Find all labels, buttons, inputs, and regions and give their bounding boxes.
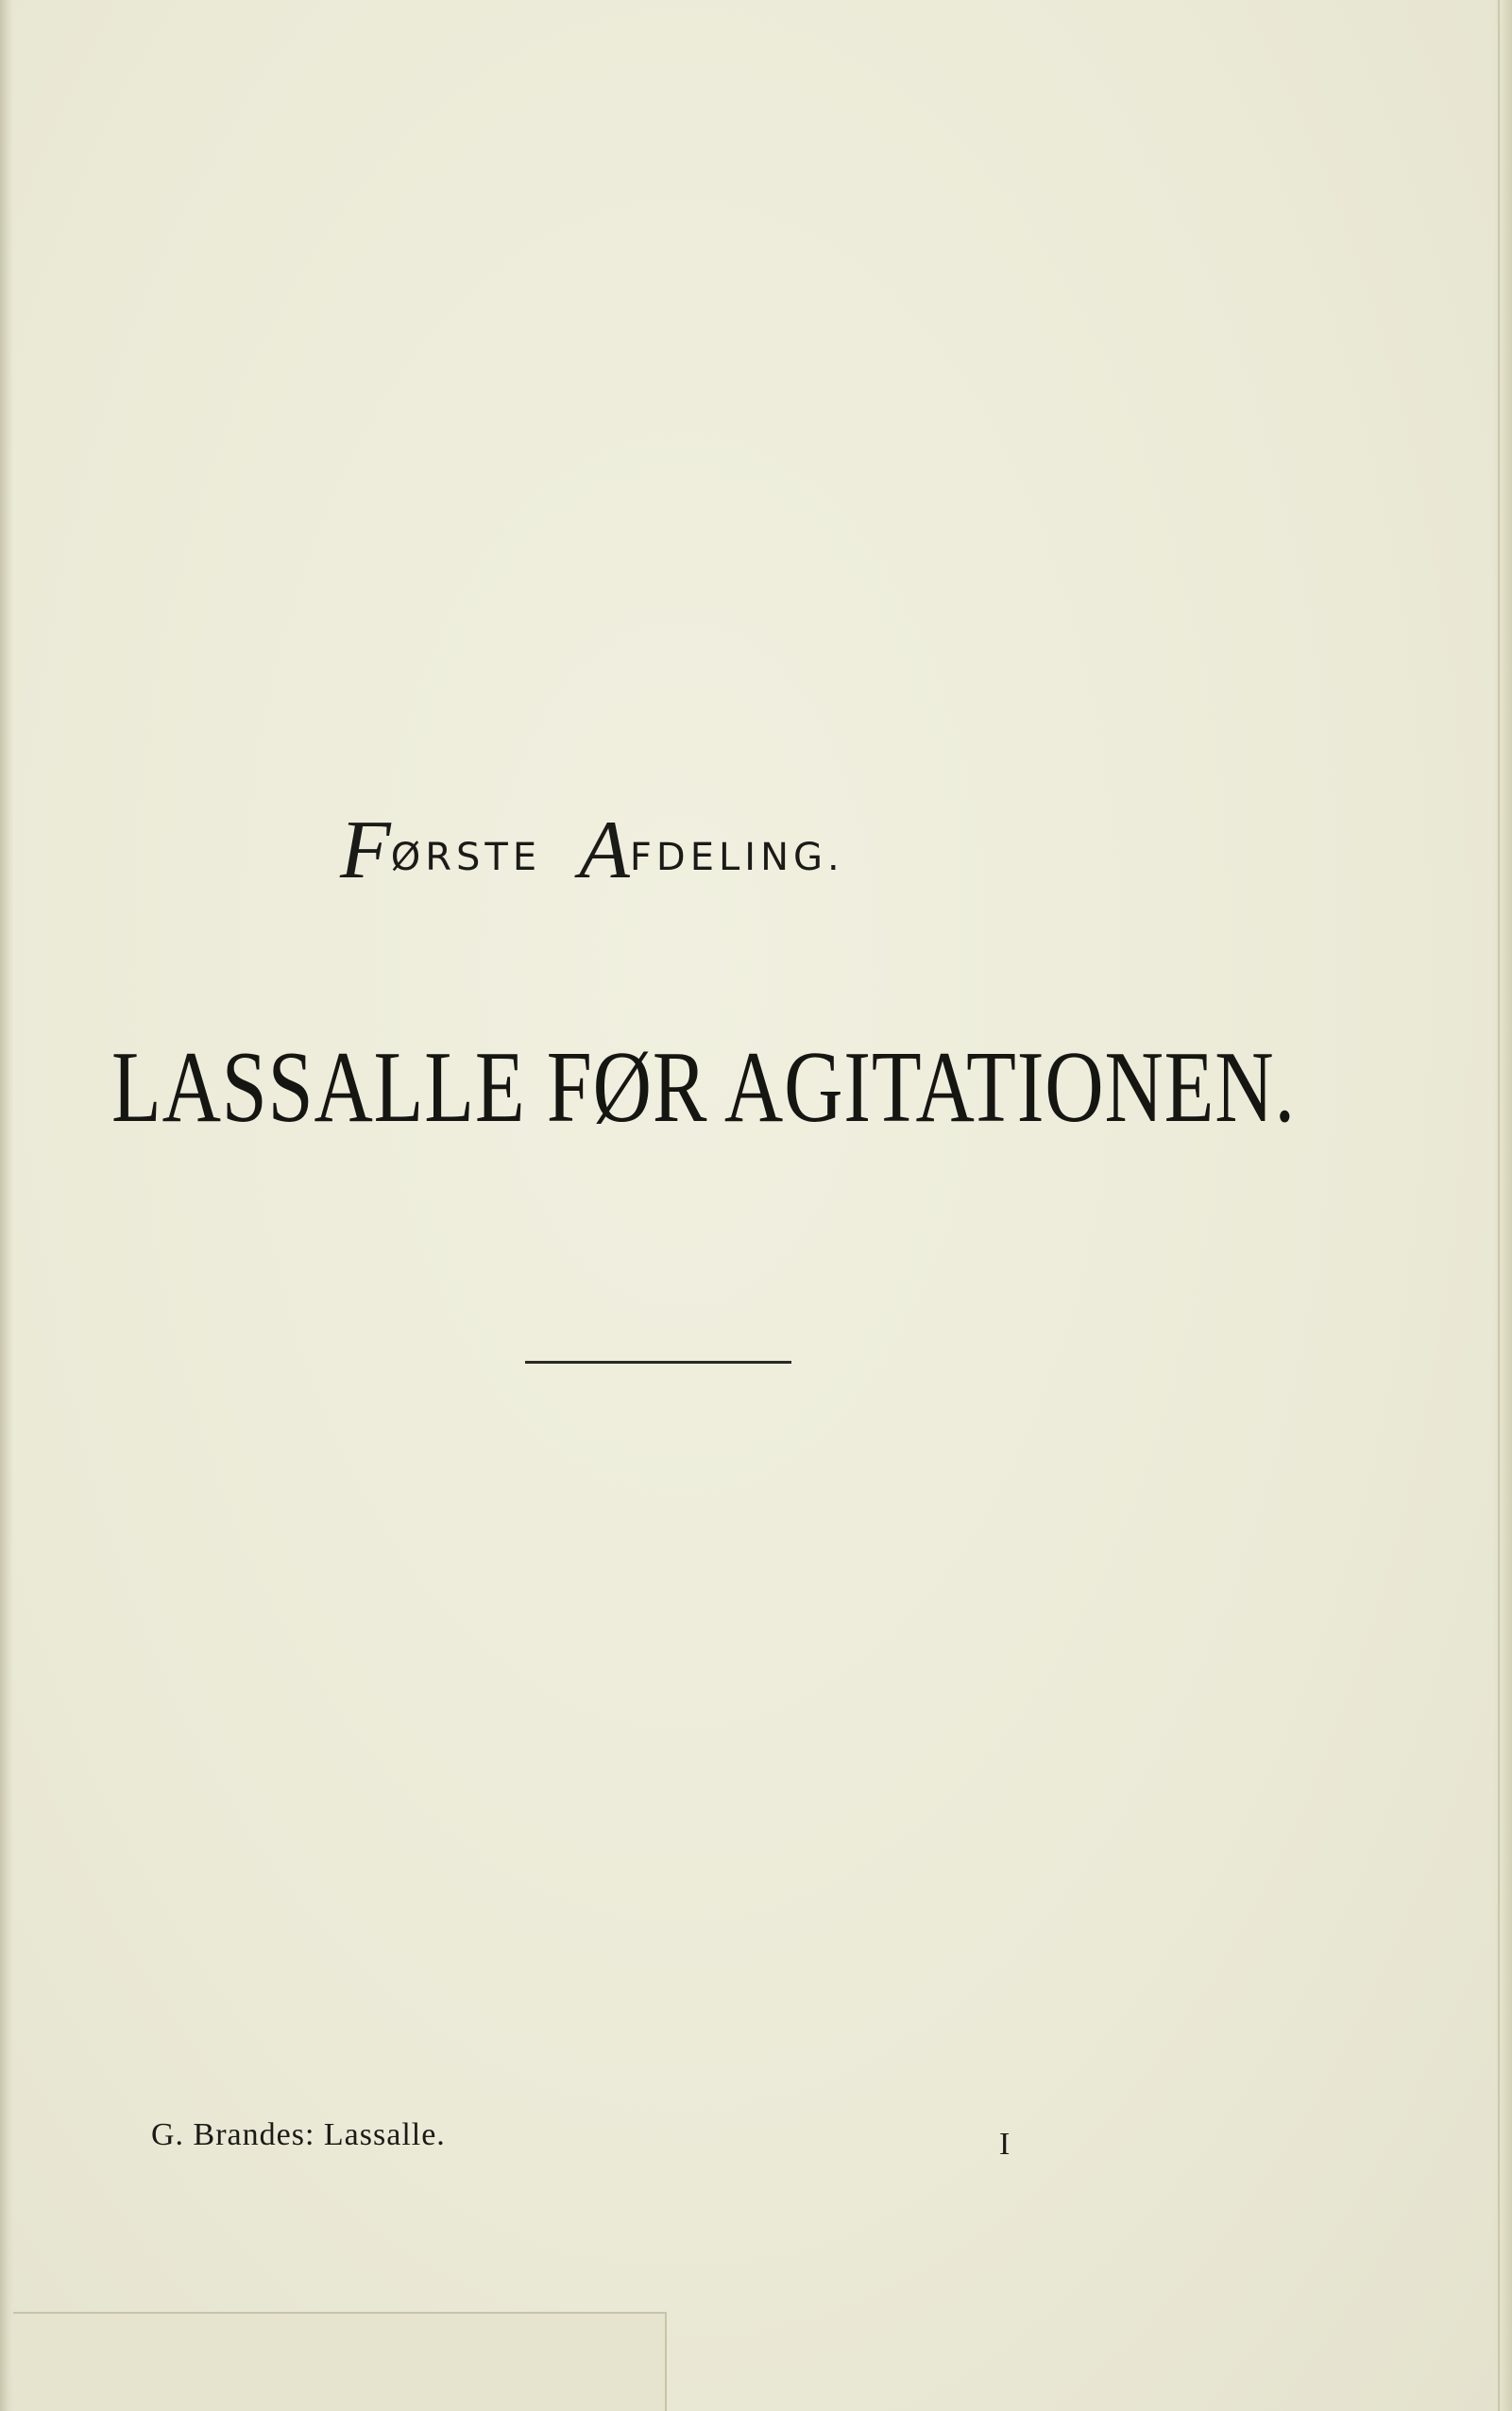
section-heading-initial-1: F — [340, 805, 391, 896]
page-right-edge — [1491, 0, 1512, 2411]
footer-signature: G. Brandes: Lassalle. — [151, 2117, 446, 2152]
chapter-title: LASSALLE FØR AGITATIONEN. — [111, 1031, 1296, 1144]
section-heading-initial-2: A — [579, 805, 630, 896]
section-heading-word-2: FDELING. — [629, 836, 844, 879]
page-right-edge-line — [1498, 0, 1500, 2411]
sheet-mark: I — [999, 2127, 1011, 2162]
section-heading-word-1: ØRSTE — [390, 836, 542, 879]
label-residue — [13, 2312, 667, 2411]
ornamental-rule — [525, 1361, 791, 1364]
section-heading — [340, 803, 1001, 907]
binding-edge — [0, 0, 13, 2411]
